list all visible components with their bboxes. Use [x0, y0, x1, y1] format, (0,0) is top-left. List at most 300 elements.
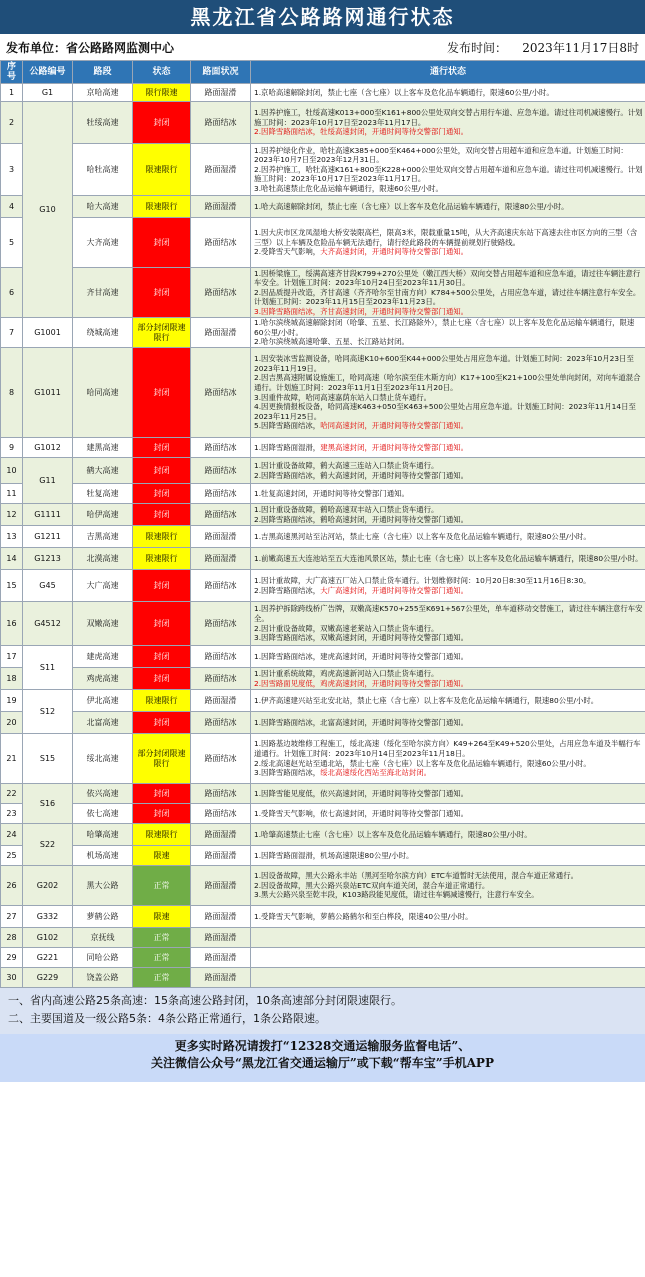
row-code: G4512	[23, 602, 73, 646]
detail-line	[254, 307, 643, 317]
road-condition: 路面结冰	[191, 484, 251, 504]
road-condition: 路面湿滑	[191, 526, 251, 548]
row-section: 建虎高速	[73, 646, 133, 668]
status-badge: 限速	[133, 906, 191, 928]
road-condition: 路面湿滑	[191, 906, 251, 928]
road-condition: 路面结冰	[191, 804, 251, 824]
road-condition: 路面结冰	[191, 504, 251, 526]
table-body	[1, 84, 645, 988]
detail-text: 1.因桥梁施工，绥满高速齐甘段K799+270公里处（嫩江西大桥）双向交替占用超车道和应急车道，请过往车辆注意行车安全。计划施工时间：2023年10月24日至2023年11月30日。	[254, 268, 641, 288]
road-condition: 路面结冰	[191, 438, 251, 458]
detail-line	[254, 652, 643, 662]
row-detail	[251, 928, 645, 948]
publish-time-wrap	[447, 39, 639, 56]
detail-line	[254, 108, 643, 127]
detail-text: 1.因安装冰雪监测设备，哈同高速K10+600至K44+000公里处占用应急车道。计划施工时间：2023年10月23日至2023年11月19日。	[254, 354, 634, 373]
road-condition: 路面湿滑	[191, 948, 251, 968]
status-badge: 限速限行	[133, 824, 191, 846]
row-section: 哈肇高速	[73, 824, 133, 846]
row-section: 鹤大高速	[73, 458, 133, 484]
row-code: S15	[23, 734, 73, 784]
detail-line	[254, 373, 643, 392]
row-detail	[251, 548, 645, 570]
detail-text: 2.绥北高速赵光站至通北站，禁止七座（含七座）以上客车及危化品运输车辆通行，限速60公里/小时。	[254, 758, 591, 768]
row-code: S16	[23, 784, 73, 824]
detail-line	[254, 184, 643, 194]
detail-line	[254, 881, 643, 891]
status-badge: 限速限行	[133, 144, 191, 196]
row-no: 22	[1, 784, 23, 804]
summary-line-1: 一、省内高速公路25条高速：15条高速公路封闭，10条高速部分封闭限速限行。	[8, 994, 402, 1007]
row-no: 14	[1, 548, 23, 570]
status-badge: 封闭	[133, 784, 191, 804]
detail-line	[254, 393, 643, 403]
status-badge: 封闭	[133, 804, 191, 824]
status-badge: 部分封闭限速限行	[133, 734, 191, 784]
table-row	[1, 906, 645, 928]
table-row	[1, 438, 645, 458]
detail-text: 1.因计重系统故障，鸡虎高速新河站入口禁止货车通行。	[254, 668, 439, 678]
row-section: 大齐高速	[73, 218, 133, 268]
status-badge: 封闭	[133, 348, 191, 438]
row-code: S11	[23, 646, 73, 690]
road-condition: 路面湿滑	[191, 690, 251, 712]
row-no: 29	[1, 948, 23, 968]
row-no: 30	[1, 968, 23, 988]
row-section: 绥北高速	[73, 734, 133, 784]
row-section: 鸡虎高速	[73, 668, 133, 690]
table-row	[1, 784, 645, 804]
publish-time-label: 发布时间：	[447, 40, 508, 55]
detail-line	[254, 532, 643, 542]
header-no: 序号	[1, 61, 23, 84]
status-badge: 封闭	[133, 668, 191, 690]
detail-text: 1.因降雪路面湿滑，机场高速限速80公里/小时。	[254, 850, 414, 860]
detail-line	[254, 871, 643, 881]
row-code: G1211	[23, 526, 73, 548]
row-section: 北富高速	[73, 712, 133, 734]
row-no: 1	[1, 84, 23, 102]
detail-line	[254, 759, 643, 769]
road-condition: 路面湿滑	[191, 84, 251, 102]
status-badge: 限速限行	[133, 548, 191, 570]
row-no: 3	[1, 144, 23, 196]
row-detail	[251, 504, 645, 526]
table-row	[1, 268, 645, 318]
detail-text: 1.因大庆市区龙凤湿地大桥安装限高栏，限高3米，限载重量15吨，从大齐高速庆东站下高速去往市区方向的三型（含三型）以上车辆及危险品车辆无法通行，请行经此路段的车辆提前规划行驶路线。	[254, 228, 638, 247]
detail-line	[254, 789, 643, 799]
detail-line	[254, 202, 643, 212]
table-row	[1, 348, 645, 438]
status-badge: 封闭	[133, 602, 191, 646]
row-detail	[251, 218, 645, 268]
row-no: 18	[1, 668, 23, 690]
row-section: 京哈高速	[73, 84, 133, 102]
table-header	[1, 61, 645, 84]
detail-line	[254, 890, 643, 900]
row-no: 4	[1, 196, 23, 218]
row-no: 15	[1, 570, 23, 602]
status-badge: 封闭	[133, 438, 191, 458]
detail-text: 1.前嫩高速五大连池站至五大连池风景区站，禁止七座（含七座）以上客车及危化品运输车辆通行，限速80公里/小时。	[254, 553, 643, 563]
status-badge: 限行限速	[133, 84, 191, 102]
row-section: 依七高速	[73, 804, 133, 824]
detail-text: 3.因降雪路面结冰，双嫩高速封闭，开通时间等待交警部门通知。	[254, 633, 468, 643]
detail-text: 5.因降雪路面结冰，	[254, 421, 321, 431]
row-section: 饶盖公路	[73, 968, 133, 988]
table-row	[1, 968, 645, 988]
row-detail	[251, 84, 645, 102]
road-condition: 路面结冰	[191, 348, 251, 438]
table-row	[1, 526, 645, 548]
row-no: 9	[1, 438, 23, 458]
row-detail	[251, 484, 645, 504]
status-table	[0, 60, 645, 988]
table-row	[1, 458, 645, 484]
row-section: 建黑高速	[73, 438, 133, 458]
row-section: 哈牡高速	[73, 144, 133, 196]
detail-line	[254, 739, 643, 758]
status-badge: 封闭	[133, 268, 191, 318]
header-road: 路面状况	[191, 61, 251, 84]
status-badge: 封闭	[133, 570, 191, 602]
detail-line	[254, 586, 643, 596]
road-condition: 路面湿滑	[191, 968, 251, 988]
road-condition: 路面结冰	[191, 784, 251, 804]
table-row	[1, 196, 645, 218]
row-no: 10	[1, 458, 23, 484]
row-no: 23	[1, 804, 23, 824]
detail-line	[254, 471, 643, 481]
detail-text: 1.因计重设备故障，鹤大高速三连站入口禁止货车通行。	[254, 460, 439, 470]
summary	[0, 988, 645, 1034]
table-row	[1, 602, 645, 646]
detail-text: 2.因降雪路面结冰，鹤大高速封闭，开通时间等待交警部门通知。	[254, 470, 468, 480]
page-title: 黑龙江省公路路网通行状态	[0, 0, 645, 34]
table-row	[1, 948, 645, 968]
detail-text-red: 绥北高速绥化西站至海北站封闭。	[320, 768, 432, 778]
detail-text: 1.因降雪路面湿滑，	[254, 442, 321, 452]
detail-text: 1.吉黑高速黑河站至沾河站，禁止七座（含七座）以上客车及危化品运输车辆通行，限速80公里/小时。	[254, 531, 591, 541]
row-no: 27	[1, 906, 23, 928]
detail-text: 1.因设备故障，黑大公路永丰站（黑河至哈尔滨方向）ETC车道暂时无法使用，混合车道正常通行。	[254, 871, 578, 881]
row-code: S12	[23, 690, 73, 734]
road-condition: 路面结冰	[191, 102, 251, 144]
publish-time: 2023年11月17日8时	[522, 40, 639, 55]
publish-bar	[0, 34, 645, 60]
detail-text: 1.哈大高速解除封闭，禁止七座（含七座）以上客车及危化品运输车辆通行，限速80公里/小时。	[254, 201, 569, 211]
detail-text: 1.哈肇高速禁止七座（含七座）以上客车及危化品运输车辆通行，限速80公里/小时。	[254, 829, 532, 839]
road-condition: 路面湿滑	[191, 548, 251, 570]
table-row	[1, 218, 645, 268]
status-badge: 封闭	[133, 102, 191, 144]
row-detail	[251, 712, 645, 734]
row-section: 北漠高速	[73, 548, 133, 570]
row-detail	[251, 668, 645, 690]
row-no: 7	[1, 318, 23, 348]
row-code: G1011	[23, 348, 73, 438]
detail-line	[254, 228, 643, 247]
status-badge: 限速	[133, 846, 191, 866]
row-detail	[251, 804, 645, 824]
road-condition: 路面结冰	[191, 646, 251, 668]
detail-text: 1.因降雪路面结冰，建虎高速封闭，开通时间等待交警部门通知。	[254, 651, 468, 661]
detail-text: 2.受降雪天气影响，	[254, 247, 321, 257]
row-section: 大广高速	[73, 570, 133, 602]
status-badge: 正常	[133, 928, 191, 948]
table-row	[1, 484, 645, 504]
detail-line	[254, 443, 643, 453]
status-badge: 封闭	[133, 218, 191, 268]
detail-text: 2.因吉黑高速附属设施施工，哈同高速（哈尔滨至佳木斯方向）K17+100至K21+100公里处单向封闭，对向车道混合通行。计划施工时间：2023年11月1日至2023年11月20日。	[254, 373, 641, 392]
row-detail	[251, 846, 645, 866]
detail-text: 3.哈牡高速禁止危化品运输车辆通行，限速60公里/小时。	[254, 183, 443, 193]
road-condition: 路面湿滑	[191, 196, 251, 218]
table-row	[1, 928, 645, 948]
table-row	[1, 804, 645, 824]
row-section: 机场高速	[73, 846, 133, 866]
table-row	[1, 824, 645, 846]
road-condition: 路面湿滑	[191, 318, 251, 348]
row-code: G1213	[23, 548, 73, 570]
header-detail: 通行状态	[251, 61, 645, 84]
row-detail	[251, 144, 645, 196]
detail-text: 1.受降雪天气影响，萝鹤公路鹤尔和至白桦段，限速40公里/小时。	[254, 911, 473, 921]
detail-line	[254, 461, 643, 471]
detail-text: 1.因降雪能见度低，依兴高速封闭，开通时间等待交警部门通知。	[254, 788, 468, 798]
row-section: 黑大公路	[73, 866, 133, 906]
detail-line	[254, 851, 643, 861]
table-row	[1, 866, 645, 906]
row-no: 19	[1, 690, 23, 712]
row-section: 同哈公路	[73, 948, 133, 968]
row-section: 吉黑高速	[73, 526, 133, 548]
row-code: G1012	[23, 438, 73, 458]
row-no: 24	[1, 824, 23, 846]
detail-line	[254, 337, 643, 347]
detail-line	[254, 127, 643, 137]
detail-line	[254, 288, 643, 307]
table-row	[1, 144, 645, 196]
detail-line	[254, 318, 643, 337]
status-badge: 限速限行	[133, 690, 191, 712]
detail-line	[254, 402, 643, 421]
road-condition: 路面湿滑	[191, 144, 251, 196]
row-code: G221	[23, 948, 73, 968]
detail-text: 2.因计重设备故障，双嫩高速老莱站入口禁止货车通行。	[254, 623, 439, 633]
row-detail	[251, 968, 645, 988]
row-no: 6	[1, 268, 23, 318]
publisher: 发布单位：省公路路网监测中心	[6, 40, 175, 55]
detail-line	[254, 633, 643, 643]
row-detail	[251, 196, 645, 218]
footer-banner	[0, 1034, 645, 1082]
detail-text-red: 大广高速封闭，开通时间等待交警部门通知。	[320, 585, 469, 595]
status-badge: 封闭	[133, 458, 191, 484]
table-row	[1, 570, 645, 602]
row-code: G11	[23, 458, 73, 504]
detail-line	[254, 912, 643, 922]
road-condition: 路面湿滑	[191, 846, 251, 866]
detail-line	[254, 554, 643, 564]
table-row	[1, 668, 645, 690]
table-row	[1, 646, 645, 668]
row-detail	[251, 734, 645, 784]
row-code: G229	[23, 968, 73, 988]
detail-line	[254, 718, 643, 728]
row-detail	[251, 318, 645, 348]
status-badge: 正常	[133, 866, 191, 906]
row-detail	[251, 268, 645, 318]
detail-line	[254, 679, 643, 689]
road-condition: 路面湿滑	[191, 928, 251, 948]
row-no: 2	[1, 102, 23, 144]
status-badge: 限速限行	[133, 526, 191, 548]
row-section: 哈同高速	[73, 348, 133, 438]
row-section: 萝鹤公路	[73, 906, 133, 928]
row-code: G1001	[23, 318, 73, 348]
status-badge: 部分封闭限速限行	[133, 318, 191, 348]
status-badge: 封闭	[133, 484, 191, 504]
row-code: G1111	[23, 504, 73, 526]
row-section: 京抚线	[73, 928, 133, 948]
detail-line	[254, 165, 643, 184]
row-no: 13	[1, 526, 23, 548]
detail-text: 1.牡复高速封闭，开通时间等待交警部门通知。	[254, 488, 409, 498]
table-row	[1, 846, 645, 866]
detail-text: 2.因品质提升改造，齐甘高速（齐齐哈尔至甘南方向）K784+500公里处，占用应急车道，请过往车辆注意行车安全。计划施工时间：2023年11月15日至2023年11月23日。	[254, 287, 641, 307]
row-section: 哈伊高速	[73, 504, 133, 526]
detail-line	[254, 421, 643, 431]
row-no: 21	[1, 734, 23, 784]
table-row	[1, 102, 645, 144]
row-detail	[251, 646, 645, 668]
detail-text: 1.因计重设备故障，鹤哈高速双丰站入口禁止货车通行。	[254, 504, 439, 514]
header-section: 路段	[73, 61, 133, 84]
row-detail	[251, 906, 645, 928]
table-row	[1, 84, 645, 102]
footer-line-1: 更多实时路况请拨打“12328交通运输服务监督电话”、	[174, 1039, 471, 1053]
detail-text: 1.因路基边坡维修工程施工，绥北高速（绥化至哈尔滨方向）K49+264至K49+520公里处，占用应急车道及半幅行车道通行。计划施工时间：2023年10月14日至2023年11月18日。	[254, 739, 641, 758]
detail-line	[254, 624, 643, 634]
road-condition: 路面结冰	[191, 570, 251, 602]
detail-line	[254, 88, 643, 98]
detail-text: 3.因重件故障，哈同高速嘉荫东站入口禁止货车通行。	[254, 392, 432, 402]
road-condition: 路面湿滑	[191, 824, 251, 846]
detail-text-red: 建黑高速封闭，开通时间等待交警部门通知。	[320, 442, 469, 452]
detail-line	[254, 576, 643, 586]
row-detail	[251, 348, 645, 438]
row-code: G332	[23, 906, 73, 928]
road-condition: 路面结冰	[191, 268, 251, 318]
road-condition: 路面结冰	[191, 602, 251, 646]
header-code: 公路编号	[23, 61, 73, 84]
detail-line	[254, 146, 643, 165]
table-row	[1, 318, 645, 348]
detail-text: 4.因更换情报板设备，哈同高速K463+050至K463+500公里处占用应急车道。计划施工时间：2023年11月14日至2023年11月25日。	[254, 402, 636, 421]
row-no: 25	[1, 846, 23, 866]
table-row	[1, 548, 645, 570]
detail-text: 2.因养护施工，哈牡高速K161+800至K228+000公里处双向交替占用超车道和应急车道。请过往司机减速慢行。计划施工时间：2023年10月17日至2023年11月17日。	[254, 164, 643, 184]
row-no: 26	[1, 866, 23, 906]
row-section: 伊北高速	[73, 690, 133, 712]
detail-line	[254, 830, 643, 840]
row-code: G10	[23, 102, 73, 318]
row-detail	[251, 784, 645, 804]
status-badge: 正常	[133, 968, 191, 988]
row-detail	[251, 690, 645, 712]
detail-text: 2.因设备故障，黑大公路兴泉站ETC双向车道关闭，混合车道正常通行。	[254, 880, 490, 890]
detail-text: 3.黑大公路兴泉至乾丰段，K103路段能见度低，请过往车辆减速慢行，注意行车安全。	[254, 890, 539, 900]
detail-text: 1.受降雪天气影响，依七高速封闭，开通时间等待交警部门通知。	[254, 808, 468, 818]
row-detail	[251, 570, 645, 602]
status-badge: 限速限行	[133, 196, 191, 218]
row-no: 28	[1, 928, 23, 948]
table-row	[1, 734, 645, 784]
detail-text: 1.因计重故障，大广高速五厂站入口禁止货车通行。计划维修时间：10月20日8:30至11月16日8:30。	[254, 575, 591, 585]
detail-text-red: 大齐高速封闭，开通时间等待交警部门通知。	[320, 247, 469, 257]
table-row	[1, 504, 645, 526]
row-detail	[251, 866, 645, 906]
detail-line	[254, 809, 643, 819]
detail-text: 1.因养护绿化作业，哈牡高速K385+000至K464+000公里处，双向交替占用超车道和应急车道。计划施工时间：2023年10月7日至2023年12月31日。	[254, 145, 628, 165]
row-section: 牡绥高速	[73, 102, 133, 144]
road-condition: 路面湿滑	[191, 866, 251, 906]
detail-text: 3.因降雪路面结冰，	[254, 768, 321, 778]
row-section: 哈大高速	[73, 196, 133, 218]
header-status: 状态	[133, 61, 191, 84]
row-section: 双嫩高速	[73, 602, 133, 646]
row-detail	[251, 438, 645, 458]
row-no: 11	[1, 484, 23, 504]
detail-line	[254, 247, 643, 257]
row-detail	[251, 102, 645, 144]
detail-text: 1.因养护施工，牡绥高速K013+000至K161+800公里处双向交替占用行车道、应急车道。请过往司机减速慢行。计划施工时间：2023年10月17日至2023年11月17日。	[254, 108, 643, 127]
table-row	[1, 690, 645, 712]
row-code: G1	[23, 84, 73, 102]
row-section: 绕城高速	[73, 318, 133, 348]
detail-line	[254, 515, 643, 525]
detail-line	[254, 696, 643, 706]
row-detail	[251, 602, 645, 646]
row-section: 牡复高速	[73, 484, 133, 504]
row-detail	[251, 948, 645, 968]
row-no: 12	[1, 504, 23, 526]
row-section: 齐甘高速	[73, 268, 133, 318]
row-no: 8	[1, 348, 23, 438]
row-code: G202	[23, 866, 73, 906]
road-condition: 路面结冰	[191, 218, 251, 268]
road-condition: 路面结冰	[191, 734, 251, 784]
status-badge: 封闭	[133, 646, 191, 668]
detail-text: 1.哈尔滨绕城高速解除封闭（哈肇、五星、长江路除外），禁止七座（含七座）以上客车及危化品运输车辆通行，限速60公里/小时。	[254, 318, 635, 337]
detail-text: 1.因降雪路面结冰，北富高速封闭，开通时间等待交警部门通知。	[254, 717, 468, 727]
row-detail	[251, 526, 645, 548]
detail-line	[254, 604, 643, 623]
row-no: 20	[1, 712, 23, 734]
detail-text: 2.因降雪路面结冰，鹤哈高速封闭，开通时间等待交警部门通知。	[254, 514, 468, 524]
road-condition: 路面结冰	[191, 458, 251, 484]
detail-text: 2.因降雪路面结冰，牡绥高速封闭，开通时间等待交警部门通知。	[254, 127, 468, 137]
summary-line-2: 二、主要国道及一级公路5条：4条公路正常通行，1条公路限速。	[8, 1012, 326, 1025]
detail-text: 2.因雪路面见度低，鸡虎高速封闭，开通时间等待交警部门通知。	[254, 678, 468, 688]
detail-text: 3.因降雪路面结冰，齐甘高速封闭，开通时间等待交警部门通知。	[254, 306, 468, 316]
row-no: 5	[1, 218, 23, 268]
row-code: G102	[23, 928, 73, 948]
detail-text: 2.因降雪路面结冰，	[254, 585, 321, 595]
detail-line	[254, 669, 643, 679]
detail-text: 1.伊齐高速建兴站至北安北站，禁止七座（含七座）以上客车及危化品运输车辆通行，限速80公里/小时。	[254, 695, 599, 705]
